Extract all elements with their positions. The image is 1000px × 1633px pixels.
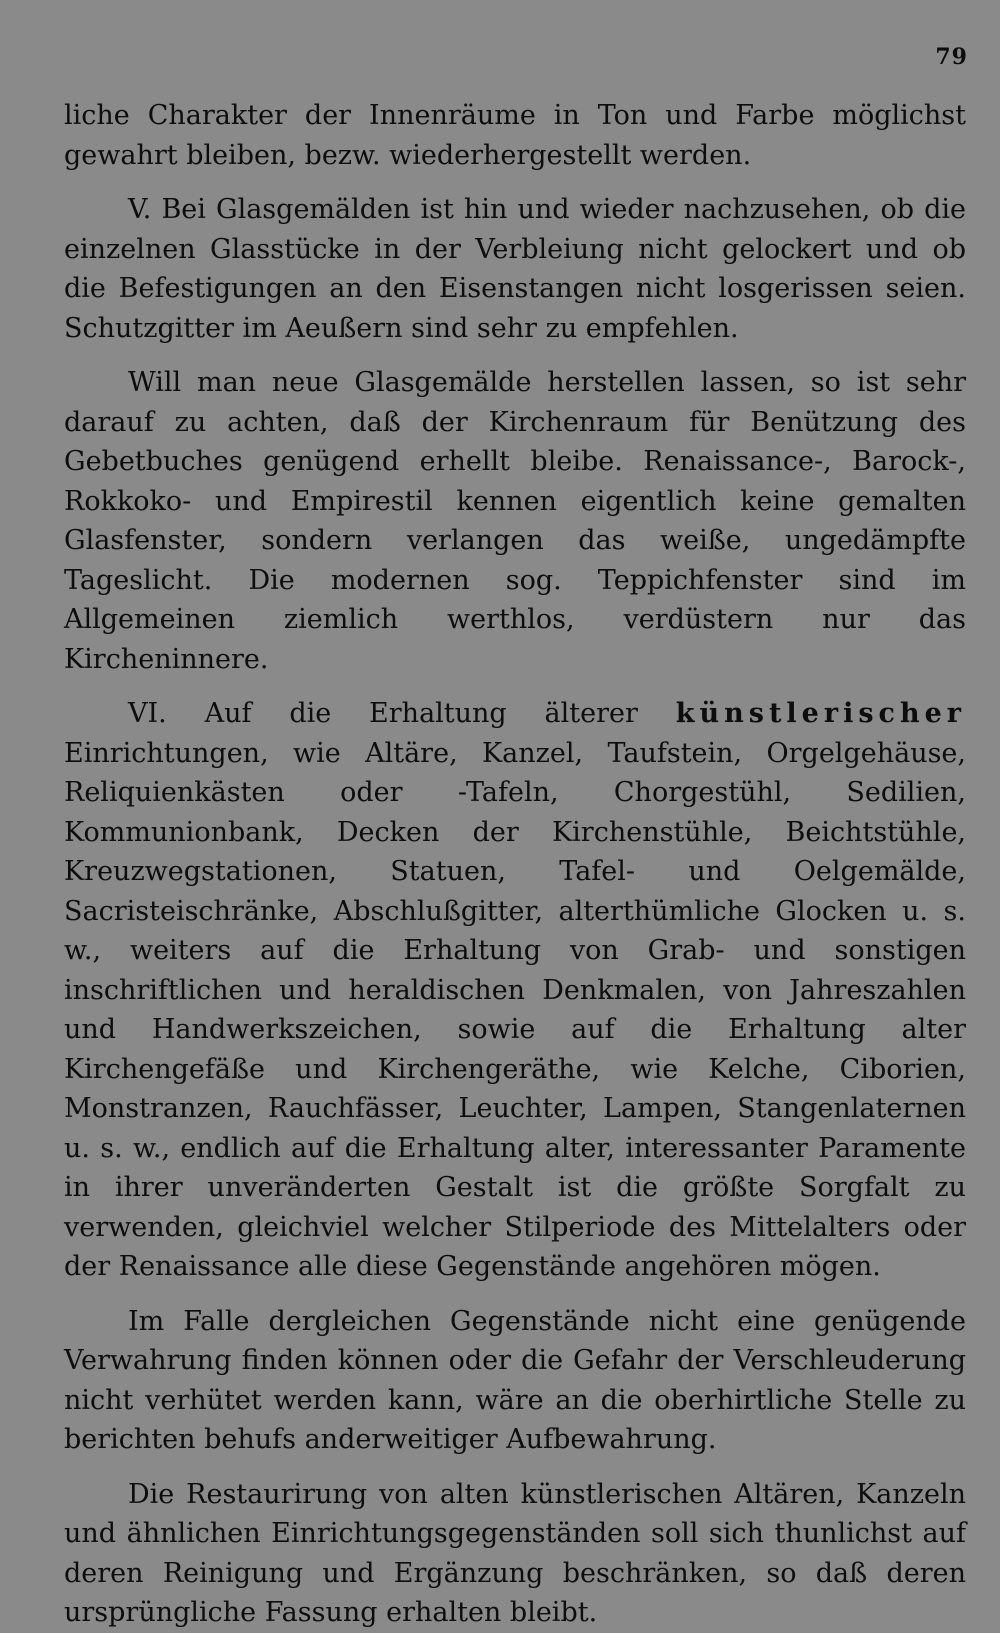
section-vi-lead-text: VI. Auf die Erhaltung älterer <box>128 698 638 729</box>
paragraph-safekeeping: Im Falle dergleichen Gegenstände nicht eine genügende Verwahrung finden können oder die Gefahr der Verschleuderung nicht verhütet werden kann, wäre an die oberhirtliche Stelle zu berichten behufs anderweitiger Aufbewahrung. <box>64 1305 966 1455</box>
emphasized-word: künstlerischer <box>675 698 967 729</box>
paragraph-restoration: Die Restaurirung von alten künstlerischen Altären, Kanzeln und ähnlichen Einrichtungsgegenständen soll sich thunlichst auf deren Reinigung und Ergänzung beschränken, so daß deren ursprüngliche Fassung erhalten bleibt. <box>64 1478 966 1628</box>
page-number: 79 <box>935 44 968 70</box>
section-vi-body-text: Einrichtungen, wie Altäre, Kanzel, Taufstein, Orgelgehäuse, Reliquienkästen oder -Tafeln, Chorgestühl, Sedilien, Kommunionbank, Decken der Kirchenstühle, Beichtstühle, Kreuzwegstationen, Statuen, Tafel- und Oelgemälde, Sacristeischränke, Abschlußgitter, alterthümliche Glocken u. s. w., weiters auf die Erhaltung von Grab- und sonstigen inschriftlichen und heraldischen Denkmalen, von Jahreszahlen und Handwerkszeichen, sowie auf die Erhaltung alter Kirchengefäße und Kirchengeräthe, wie Kelche, Ciborien, Monstranzen, Rauchfässer, Leuchter, Lampen, Stangenlaternen u. s. w., endlich auf die Erhaltung alter, interessanter Paramente in ihrer unveränderten Gestalt ist die größte Sorgfalt zu verwenden, gleichviel welcher Stilperiode des Mittelalters oder der Renaissance alle diese Gegenstände angehören mögen. <box>64 737 966 1282</box>
paragraph-section-vi <box>64 694 966 1287</box>
paragraph-section-v: V. Bei Glasgemälden ist hin und wieder nachzusehen, ob die einzelnen Glasstücke in der Verbleiung nicht gelockert und ob die Befestigungen an den Eisenstangen nicht losgerissen seien. Schutzgitter im Aeußern sind sehr zu empfehlen. <box>64 194 966 344</box>
page-body <box>64 96 966 1633</box>
paragraph-glass-paintings: Will man neue Glasgemälde herstellen lassen, so ist sehr darauf zu achten, daß der Kirchenraum für Benützung des Gebetbuches genügend erhellt bleibe. Renaissance-, Barock-, Rokkoko- und Empirestil kennen eigentlich keine gemalten Glasfenster, sondern verlangen das weiße, ungedämpfte Tageslicht. Die modernen sog. Teppichfenster sind im Allgemeinen ziemlich werthlos, verdüstern nur das Kircheninnere. <box>64 367 966 675</box>
paragraph-continuation: liche Charakter der Innenräume in Ton und Farbe möglichst gewahrt bleiben, bezw. wiederhergestellt werden. <box>64 100 966 171</box>
